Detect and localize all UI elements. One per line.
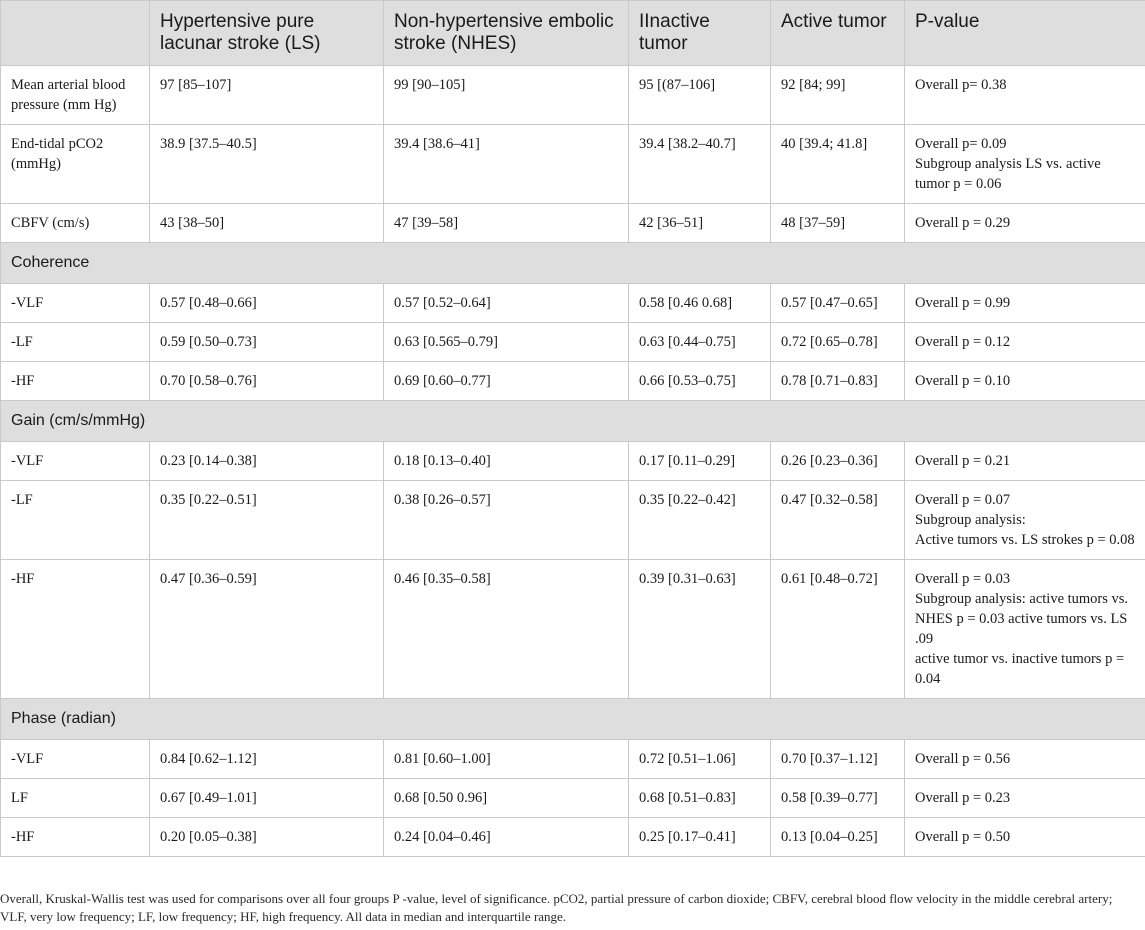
- cell-inactive: 0.68 [0.51–0.83]: [629, 779, 771, 818]
- pvalue-line: Overall p = 0.21: [915, 453, 1011, 469]
- cell-nhes: 0.69 [0.60–0.77]: [384, 362, 629, 401]
- section-title: Coherence: [1, 243, 1145, 284]
- cell-pvalue: [905, 481, 1145, 560]
- section-row: [1, 243, 1145, 284]
- cell-inactive: 95 [(87–106]: [629, 66, 771, 125]
- cell-nhes: 99 [90–105]: [384, 66, 629, 125]
- cell-pvalue: [905, 125, 1145, 204]
- cell-inactive: 39.4 [38.2–40.7]: [629, 125, 771, 204]
- cell-active: 0.72 [0.65–0.78]: [771, 323, 905, 362]
- pvalue-line: Subgroup analysis: active tumors vs. NHES p = 0.03 active tumors vs. LS .09: [915, 591, 1129, 647]
- table-row: [1, 481, 1145, 560]
- cell-ls: 0.23 [0.14–0.38]: [150, 442, 384, 481]
- pvalue-line: active tumor vs. inactive tumors p = 0.04: [915, 651, 1125, 687]
- pvalue-line: Overall p = 0.29: [915, 215, 1011, 231]
- cell-active: 0.57 [0.47–0.65]: [771, 284, 905, 323]
- cell-active: 0.26 [0.23–0.36]: [771, 442, 905, 481]
- cell-label: -VLF: [1, 442, 150, 481]
- cell-label: -HF: [1, 362, 150, 401]
- cell-nhes: 0.57 [0.52–0.64]: [384, 284, 629, 323]
- cell-label: -HF: [1, 560, 150, 699]
- header-cell-label: [1, 1, 150, 66]
- cell-inactive: 0.72 [0.51–1.06]: [629, 740, 771, 779]
- pvalue-line: Overall p = 0.23: [915, 790, 1011, 806]
- cell-ls: 0.70 [0.58–0.76]: [150, 362, 384, 401]
- cell-active: 0.58 [0.39–0.77]: [771, 779, 905, 818]
- cell-pvalue: [905, 284, 1145, 323]
- cell-pvalue: [905, 818, 1145, 857]
- table-footnote: Overall, Kruskal-Wallis test was used for comparisons over all four groups P -value, level of significance. pCO2, partial pressure of carbon dioxide; CBFV, cerebral blood flow velocity in the middle cerebral artery; VLF, very low frequency; LF, low frequency; HF, high frequency. All data in median and interquartile range.: [0, 891, 1113, 924]
- table-row: [1, 818, 1145, 857]
- cell-label: -LF: [1, 323, 150, 362]
- pvalue-line: Overall p= 0.38: [915, 77, 1007, 93]
- table-row: [1, 560, 1145, 699]
- pvalue-line: Overall p = 0.56: [915, 751, 1011, 767]
- cell-label: LF: [1, 779, 150, 818]
- cell-nhes: 0.46 [0.35–0.58]: [384, 560, 629, 699]
- pvalue-line: Overall p = 0.07: [915, 492, 1011, 508]
- cell-ls: 0.47 [0.36–0.59]: [150, 560, 384, 699]
- pvalue-line: Overall p = 0.03: [915, 571, 1011, 587]
- table-row: [1, 284, 1145, 323]
- cell-ls: 43 [38–50]: [150, 204, 384, 243]
- header-cell-active: Active tumor: [771, 1, 905, 66]
- cell-pvalue: [905, 740, 1145, 779]
- cell-pvalue: [905, 779, 1145, 818]
- table-row: [1, 323, 1145, 362]
- cell-label: Mean arterial blood pressure (mm Hg): [1, 66, 150, 125]
- cell-nhes: 0.18 [0.13–0.40]: [384, 442, 629, 481]
- pvalue-line: Overall p= 0.09: [915, 136, 1007, 152]
- section-title: Gain (cm/s/mmHg): [1, 401, 1145, 442]
- cell-label: -VLF: [1, 284, 150, 323]
- cell-label: -HF: [1, 818, 150, 857]
- section-row: [1, 699, 1145, 740]
- table-row: [1, 442, 1145, 481]
- cell-ls: 97 [85–107]: [150, 66, 384, 125]
- cell-active: 0.61 [0.48–0.72]: [771, 560, 905, 699]
- header-row: [1, 1, 1145, 66]
- cell-pvalue: [905, 362, 1145, 401]
- cell-pvalue: [905, 66, 1145, 125]
- pvalue-line: Overall p = 0.10: [915, 373, 1011, 389]
- section-row: [1, 401, 1145, 442]
- cell-ls: 0.84 [0.62–1.12]: [150, 740, 384, 779]
- cell-inactive: 0.35 [0.22–0.42]: [629, 481, 771, 560]
- table-row: [1, 362, 1145, 401]
- cell-ls: 0.20 [0.05–0.38]: [150, 818, 384, 857]
- cell-active: 92 [84; 99]: [771, 66, 905, 125]
- pvalue-line: Subgroup analysis:: [915, 512, 1026, 528]
- cell-ls: 0.57 [0.48–0.66]: [150, 284, 384, 323]
- cell-active: 40 [39.4; 41.8]: [771, 125, 905, 204]
- cell-pvalue: [905, 442, 1145, 481]
- cell-pvalue: [905, 323, 1145, 362]
- cell-inactive: 0.66 [0.53–0.75]: [629, 362, 771, 401]
- cell-label: End-tidal pCO2 (mmHg): [1, 125, 150, 204]
- cell-inactive: 42 [36–51]: [629, 204, 771, 243]
- cell-ls: 0.59 [0.50–0.73]: [150, 323, 384, 362]
- cell-active: 0.47 [0.32–0.58]: [771, 481, 905, 560]
- cell-nhes: 0.68 [0.50 0.96]: [384, 779, 629, 818]
- cell-active: 0.70 [0.37–1.12]: [771, 740, 905, 779]
- table-row: [1, 779, 1145, 818]
- cell-ls: 0.67 [0.49–1.01]: [150, 779, 384, 818]
- cell-inactive: 0.39 [0.31–0.63]: [629, 560, 771, 699]
- header-cell-nhes: Non-hypertensive embolic stroke (NHES): [384, 1, 629, 66]
- cell-nhes: 0.24 [0.04–0.46]: [384, 818, 629, 857]
- cell-ls: 0.35 [0.22–0.51]: [150, 481, 384, 560]
- cell-active: 0.13 [0.04–0.25]: [771, 818, 905, 857]
- cell-nhes: 0.38 [0.26–0.57]: [384, 481, 629, 560]
- cell-inactive: 0.63 [0.44–0.75]: [629, 323, 771, 362]
- table-row: [1, 66, 1145, 125]
- pvalue-line: Subgroup analysis LS vs. active tumor p = 0.06: [915, 156, 1101, 192]
- cell-nhes: 0.81 [0.60–1.00]: [384, 740, 629, 779]
- cell-label: -LF: [1, 481, 150, 560]
- cell-label: -VLF: [1, 740, 150, 779]
- table-row: [1, 204, 1145, 243]
- pvalue-line: Overall p = 0.12: [915, 334, 1011, 350]
- cell-nhes: 47 [39–58]: [384, 204, 629, 243]
- cell-active: 48 [37–59]: [771, 204, 905, 243]
- pvalue-line: Overall p = 0.50: [915, 829, 1011, 845]
- header-cell-ls: Hypertensive pure lacunar stroke (LS): [150, 1, 384, 66]
- table-row: [1, 125, 1145, 204]
- header-cell-pvalue: P-value: [905, 1, 1145, 66]
- cell-nhes: 39.4 [38.6–41]: [384, 125, 629, 204]
- table-row: [1, 740, 1145, 779]
- cell-active: 0.78 [0.71–0.83]: [771, 362, 905, 401]
- cell-pvalue: [905, 560, 1145, 699]
- cell-pvalue: [905, 204, 1145, 243]
- table-body: [1, 66, 1145, 857]
- cell-nhes: 0.63 [0.565–0.79]: [384, 323, 629, 362]
- cell-ls: 38.9 [37.5–40.5]: [150, 125, 384, 204]
- cell-inactive: 0.17 [0.11–0.29]: [629, 442, 771, 481]
- cell-inactive: 0.25 [0.17–0.41]: [629, 818, 771, 857]
- pvalue-line: Overall p = 0.99: [915, 295, 1011, 311]
- pvalue-line: Active tumors vs. LS strokes p = 0.08: [915, 532, 1135, 548]
- cell-inactive: 0.58 [0.46 0.68]: [629, 284, 771, 323]
- cell-label: CBFV (cm/s): [1, 204, 150, 243]
- table-header: [1, 1, 1145, 66]
- header-cell-inactive: IInactive tumor: [629, 1, 771, 66]
- section-title: Phase (radian): [1, 699, 1145, 740]
